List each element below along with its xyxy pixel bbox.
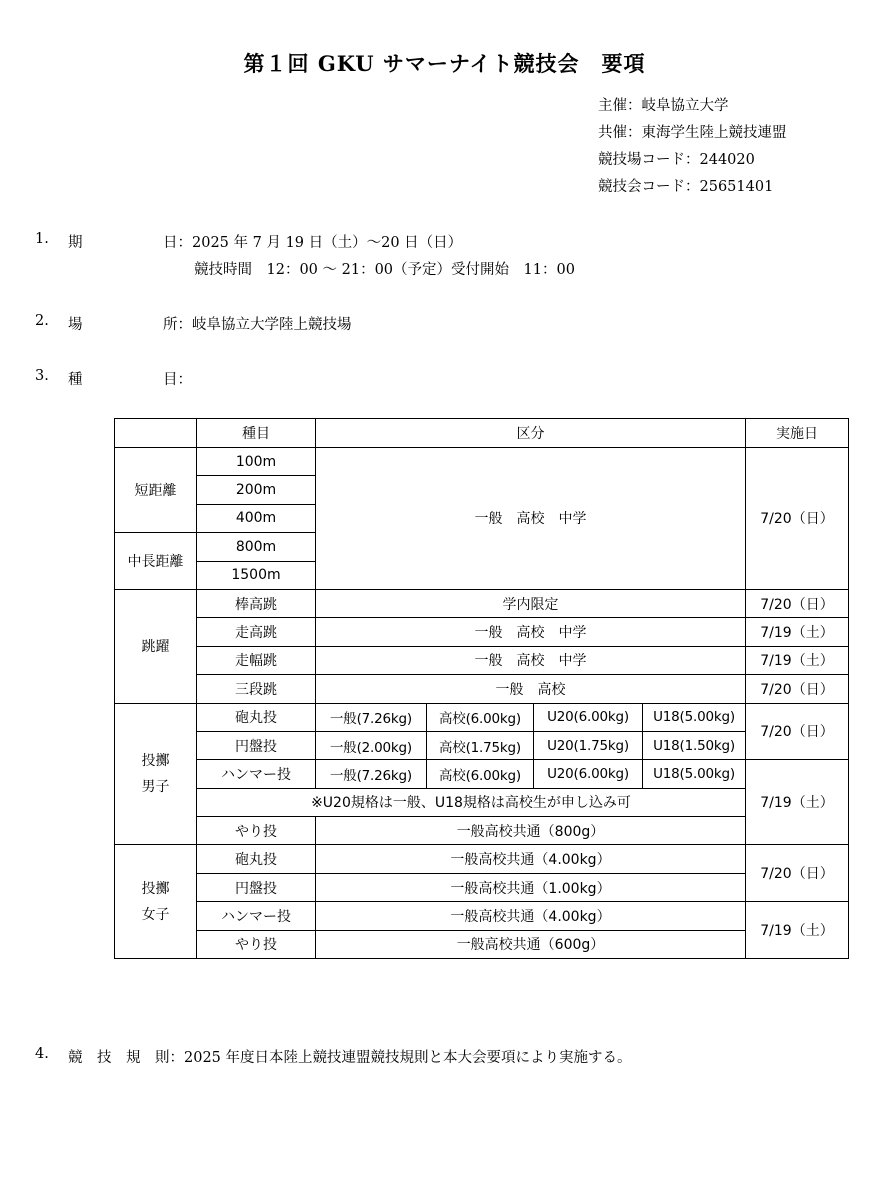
event-women-shot-put: 砲丸投 [197, 845, 316, 873]
event-800m: 800m [197, 533, 316, 561]
event-men-shot-put: 砲丸投 [197, 703, 316, 731]
section-1-number: 1. [35, 231, 49, 247]
division-long-jump: 一般 高校 中学 [316, 646, 746, 674]
section-2-label: 場 [68, 317, 83, 333]
division-men-discus-u18: U18(1.50kg) [643, 731, 746, 759]
division-men-discus-u20: U20(1.75kg) [534, 731, 643, 759]
event-triple-jump: 三段跳 [197, 675, 316, 703]
event-men-javelin: やり投 [197, 817, 316, 845]
table-row [115, 646, 849, 674]
date-triple-jump: 7/20（日） [746, 675, 849, 703]
table-row [115, 731, 849, 759]
table-row [115, 788, 849, 816]
date-women-shot-discus: 7/20（日） [746, 845, 849, 902]
date-men-shot-discus: 7/20（日） [746, 703, 849, 760]
group-throws-men [115, 703, 197, 845]
section-3-number: 3. [35, 368, 49, 384]
event-men-discus: 円盤投 [197, 731, 316, 759]
event-women-javelin: やり投 [197, 930, 316, 958]
table-row [115, 845, 849, 873]
table-row [115, 703, 849, 731]
group-throws-women-line2: 女子 [141, 906, 170, 923]
division-pole-vault: 学内限定 [316, 589, 746, 617]
division-running: 一般 高校 中学 [316, 448, 746, 590]
event-women-discus: 円盤投 [197, 873, 316, 901]
section-2-venue: 所：岐阜協立大学陸上競技場 [163, 317, 352, 333]
division-men-hammer-highschool: 高校(6.00kg) [427, 760, 534, 788]
event-long-jump: 走幅跳 [197, 646, 316, 674]
division-high-jump: 一般 高校 中学 [316, 618, 746, 646]
division-women-hammer: 一般高校共通（4.00kg） [316, 902, 746, 930]
date-men-hammer-javelin: 7/19（土） [746, 760, 849, 845]
header-blank [115, 419, 197, 448]
section-1-dates: 日：2025 年 7 月 19 日（土）～20 日（日） [163, 235, 463, 251]
group-throws-women [115, 845, 197, 959]
header-date: 実施日 [746, 419, 849, 448]
division-men-shot-u20: U20(6.00kg) [534, 703, 643, 731]
table-row [115, 817, 849, 845]
table-row [115, 760, 849, 788]
organizer-host: 主催：岐阜協立大学 [598, 98, 729, 114]
event-1500m: 1500m [197, 561, 316, 589]
group-sprint: 短距離 [115, 448, 197, 533]
division-men-shot-u18: U18(5.00kg) [643, 703, 746, 731]
header-division: 区分 [316, 419, 746, 448]
division-men-shot-general: 一般(7.26kg) [316, 703, 427, 731]
division-men-discus-highschool: 高校(1.75kg) [427, 731, 534, 759]
date-high-jump: 7/19（土） [746, 618, 849, 646]
event-200m: 200m [197, 476, 316, 504]
group-throws-men-line1: 投擲 [141, 752, 170, 769]
division-men-hammer-u18: U18(5.00kg) [643, 760, 746, 788]
event-high-jump: 走高跳 [197, 618, 316, 646]
date-pole-vault: 7/20（日） [746, 589, 849, 617]
header-event: 種目 [197, 419, 316, 448]
events-table [114, 418, 849, 959]
date-long-jump: 7/19（土） [746, 646, 849, 674]
date-women-hammer-javelin: 7/19（土） [746, 902, 849, 959]
table-row [115, 589, 849, 617]
table-row [115, 873, 849, 901]
group-throws-men-line2: 男子 [141, 778, 170, 795]
division-men-javelin: 一般高校共通（800g） [316, 817, 746, 845]
section-4-rules: 競 技 規 則：2025 年度日本陸上競技連盟競技規則と本大会要項により実施する。 [68, 1050, 632, 1066]
section-3-label: 種 [68, 372, 83, 388]
event-400m: 400m [197, 504, 316, 532]
event-pole-vault: 棒高跳 [197, 589, 316, 617]
division-triple-jump: 一般 高校 [316, 675, 746, 703]
division-men-hammer-general: 一般(7.26kg) [316, 760, 427, 788]
division-men-shot-highschool: 高校(6.00kg) [427, 703, 534, 731]
division-note: ※U20規格は一般、U18規格は高校生が申し込み可 [197, 788, 746, 816]
division-women-shot-put: 一般高校共通（4.00kg） [316, 845, 746, 873]
section-3-events: 目： [163, 372, 192, 388]
event-men-hammer: ハンマー投 [197, 760, 316, 788]
competition-code: 競技会コード：25651401 [598, 179, 774, 195]
venue-code: 競技場コード：244020 [598, 152, 755, 168]
table-header-row [115, 419, 849, 448]
section-1-times: 競技時間 12：00 ～ 21：00（予定）受付開始 11：00 [194, 262, 575, 278]
event-100m: 100m [197, 448, 316, 476]
section-1-label: 期 [68, 235, 83, 251]
group-jumps: 跳躍 [115, 589, 197, 703]
table-row [115, 930, 849, 958]
group-throws-women-line1: 投擲 [141, 880, 170, 897]
date-running: 7/20（日） [746, 448, 849, 590]
event-women-hammer: ハンマー投 [197, 902, 316, 930]
division-men-discus-general: 一般(2.00kg) [316, 731, 427, 759]
section-4-number: 4. [35, 1046, 49, 1062]
group-middle-distance: 中長距離 [115, 533, 197, 590]
organizer-cohost: 共催：東海学生陸上競技連盟 [598, 125, 787, 141]
page-title: 第１回 GKU サマーナイト競技会 要項 [243, 51, 646, 76]
section-2-number: 2. [35, 313, 49, 329]
table-row [115, 675, 849, 703]
division-women-javelin: 一般高校共通（600g） [316, 930, 746, 958]
table-row [115, 618, 849, 646]
table-row [115, 902, 849, 930]
division-women-discus: 一般高校共通（1.00kg） [316, 873, 746, 901]
table-row [115, 448, 849, 476]
division-men-hammer-u20: U20(6.00kg) [534, 760, 643, 788]
